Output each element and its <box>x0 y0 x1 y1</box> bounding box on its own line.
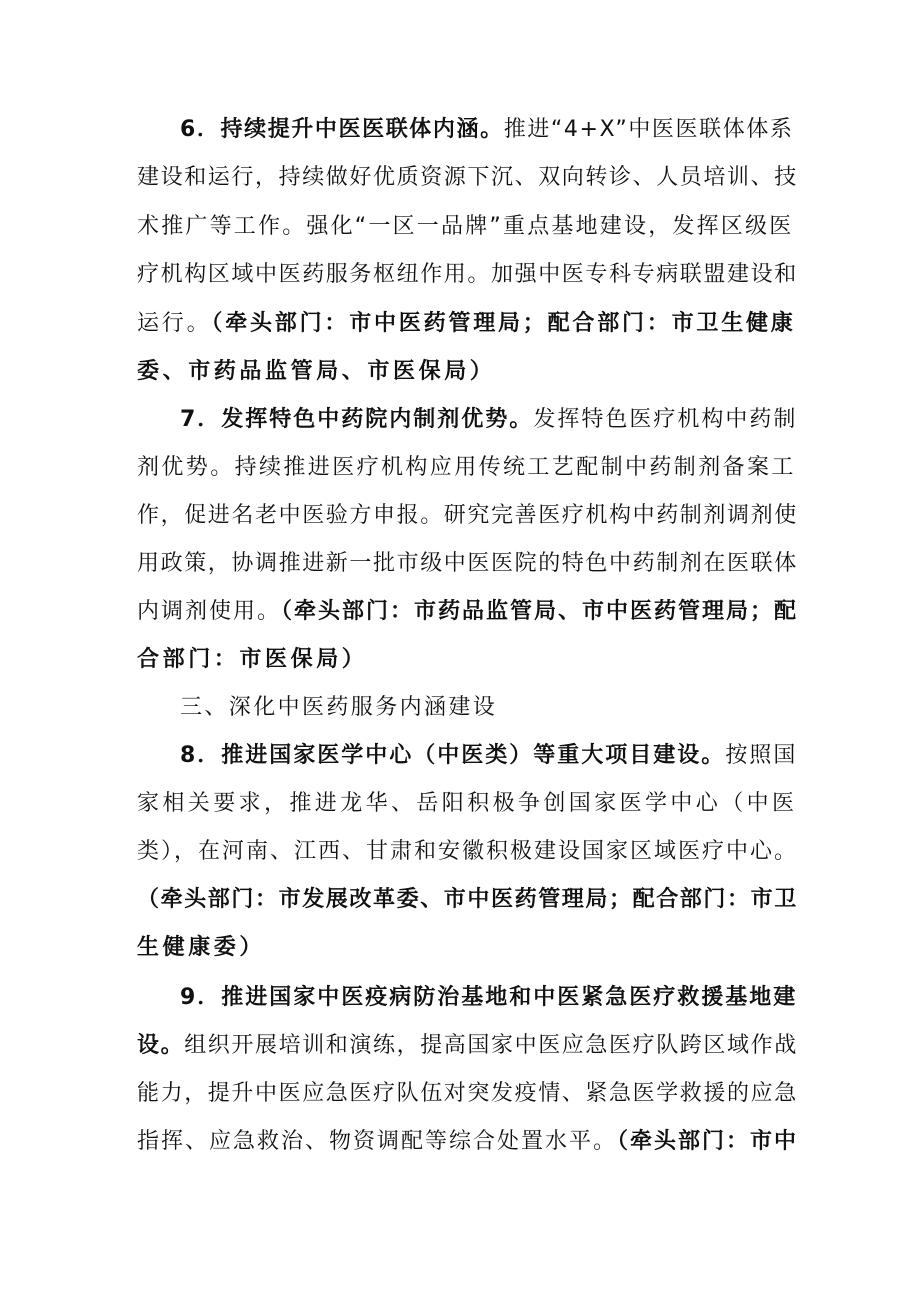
responsible-departments: （牵头部门：市发展改革委、市中医药管理局；配合部门：市卫 <box>137 887 798 912</box>
paragraph-line <box>137 542 797 586</box>
paragraph-line <box>137 350 797 394</box>
paragraph-line <box>137 302 797 346</box>
text-segment: 作，促进名老中医验方申报。研究完善医疗机构中药制剂调剂使 <box>137 503 798 528</box>
item-7-heading: 7．发挥特色中药院内制剂优势。 <box>180 407 534 432</box>
paragraph-line <box>137 1072 797 1116</box>
responsible-departments: 合部门：市医保局） <box>137 647 368 672</box>
text-segment: 发挥特色医疗机构中药制 <box>533 407 798 432</box>
paragraph-line <box>137 156 797 200</box>
responsible-departments: 委、市药品监管局、市医保局） <box>137 359 496 384</box>
paragraph-line <box>137 1024 797 1068</box>
paragraph-line <box>137 1120 797 1164</box>
item-8-title-line <box>180 734 797 778</box>
section-title: 三、深化中医药服务内涵建设 <box>180 695 498 720</box>
text-segment: 家相关要求，推进龙华、岳阳积极争创国家医学中心（中医 <box>137 791 798 816</box>
item-8-heading: 8．推进国家医学中心（中医类）等重大项目建设。 <box>180 743 726 768</box>
text-segment: 疗机构区域中医药服务枢纽作用。加强中医专科专病联盟建设和 <box>137 262 798 287</box>
paragraph-line <box>137 253 797 297</box>
item-6-heading: 6．持续提升中医医联体内涵。 <box>180 117 504 142</box>
paragraph-line <box>137 638 797 682</box>
paragraph-line <box>137 782 797 826</box>
text-segment: 组织开展培训和演练，提高国家中医应急医疗队跨区域作战 <box>184 1033 798 1058</box>
item-9-heading-end: 设。 <box>137 1033 185 1058</box>
text-segment: 运行。 <box>137 311 212 336</box>
paragraph-line <box>137 446 797 490</box>
text-segment: 内调剂使用。 <box>137 599 282 624</box>
section-3-heading <box>180 686 797 730</box>
text-segment: 剂优势。持续推进医疗机构应用传统工艺配制中药制剂备案工 <box>137 455 796 480</box>
text-segment: 类），在河南、江西、甘肃和安徽积极建设国家区域医疗中心。 <box>137 839 799 864</box>
item-6-title-line <box>180 108 797 152</box>
paragraph-line <box>137 590 797 634</box>
item-9-heading: 9．推进国家中医疫病防治基地和中医紧急医疗救援基地建 <box>180 985 798 1010</box>
item-9-title-line <box>180 976 797 1020</box>
responsible-departments: （牵头部门：市中医药管理局；配合部门：市卫生健康 <box>211 311 796 336</box>
paragraph-line <box>137 830 797 874</box>
paragraph-line <box>137 878 797 922</box>
text-segment: 能力，提升中医应急医疗队伍对突发疫情、紧急医学救援的应急 <box>137 1081 798 1106</box>
responsible-departments: （牵头部门：市药品监管局、市中医药管理局；配 <box>281 599 799 624</box>
paragraph-line <box>137 494 797 538</box>
responsible-departments: 生健康委） <box>137 935 266 960</box>
text-segment: 建设和运行，持续做好优质资源下沉、双向转诊、人员培训、技 <box>137 165 798 190</box>
text-segment: 指挥、应急救治、物资调配等综合处置水平。 <box>137 1129 618 1154</box>
item-7-title-line <box>180 398 797 442</box>
text-segment: 按照国 <box>725 743 798 768</box>
paragraph-line <box>137 926 797 970</box>
text-segment: 术推广等工作。强化“一区一品牌”重点基地建设，发挥区级医 <box>137 214 794 239</box>
paragraph-line <box>137 205 797 249</box>
text-segment: 用政策，协调推进新一批市级中医医院的特色中药制剂在医联体 <box>137 551 798 576</box>
responsible-departments: （牵头部门：市中 <box>617 1129 799 1154</box>
text-segment: 推进“4+X”中医医联体体系 <box>503 117 794 142</box>
